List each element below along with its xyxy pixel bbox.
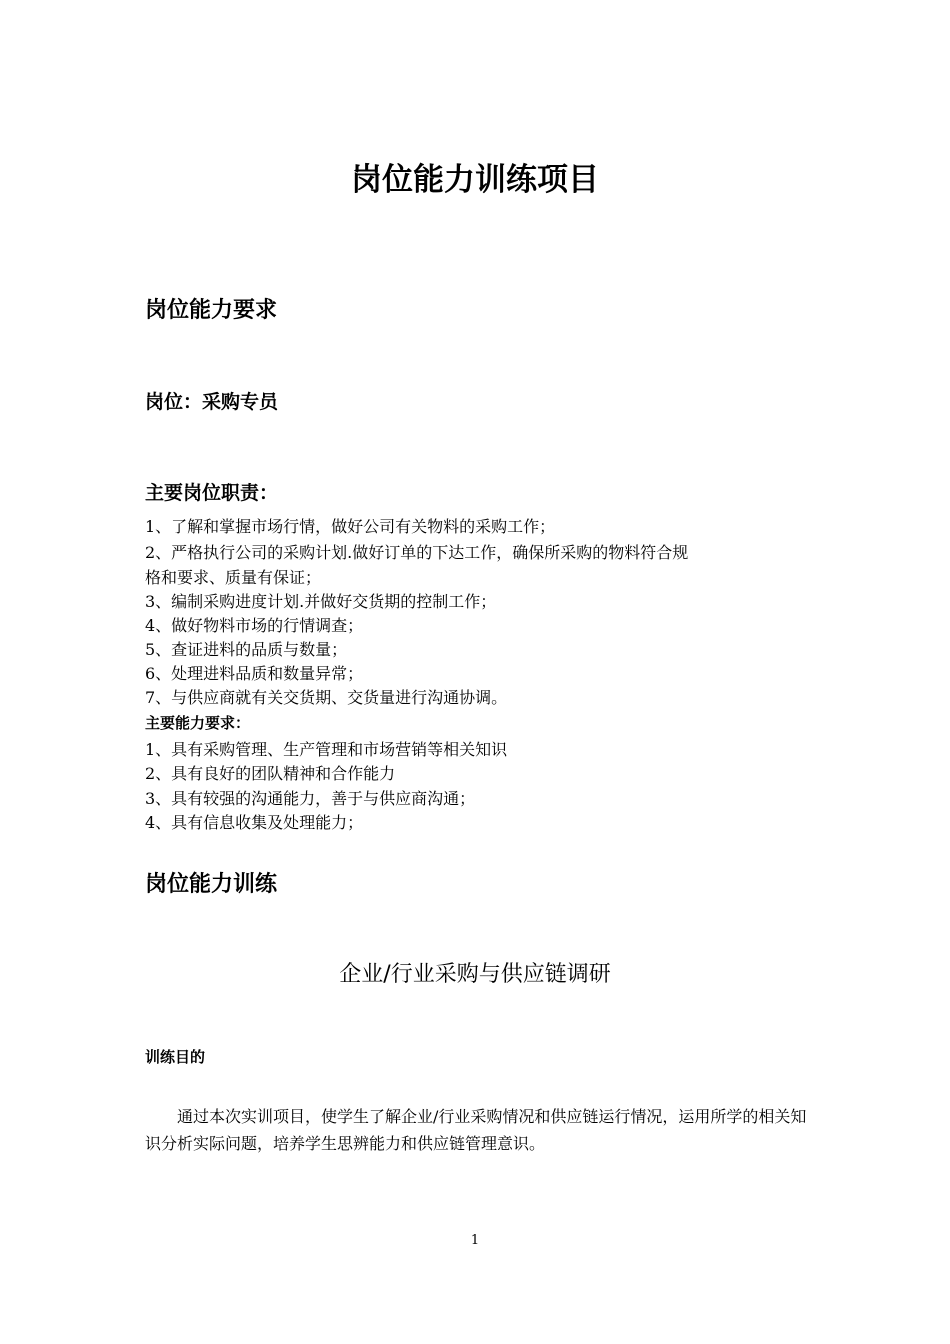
- duty-item: 1、了解和掌握市场行情，做好公司有关物料的采购工作；: [145, 517, 556, 536]
- position-label: 岗位：采购专员: [145, 391, 279, 413]
- duty-item: 2、严格执行公司的采购计划.做好订单的下达工作，确保所采购的物料符合规: [145, 543, 689, 562]
- duty-item: 4、做好物料市场的行情调查；: [145, 616, 364, 635]
- section-heading-training: 岗位能力训练: [145, 872, 278, 897]
- abilities-heading: 主要能力要求：: [145, 714, 251, 732]
- duties-heading: 主要岗位职责：: [145, 482, 279, 504]
- purpose-heading: 训练目的: [145, 1048, 206, 1066]
- ability-item: 2、具有良好的团队精神和合作能力: [145, 764, 396, 783]
- project-title: 企业/行业采购与供应链调研: [339, 962, 611, 987]
- duty-item: 7、与供应商就有关交货期、交货量进行沟通协调。: [145, 688, 508, 707]
- document-title: 岗位能力训练项目: [351, 162, 599, 198]
- ability-item: 1、具有采购管理、生产管理和市场营销等相关知识: [145, 740, 508, 759]
- page-number: 1: [470, 1233, 480, 1248]
- duty-item: 6、处理进料品质和数量异常；: [145, 664, 364, 683]
- purpose-paragraph: 通过本次实训项目，使学生了解企业/行业采购情况和供应链运行情况，运用所学的相关知识分析实际问题，培养学生思辨能力和供应链管理意识。: [145, 1107, 807, 1153]
- ability-item: 3、具有较强的沟通能力，善于与供应商沟通；: [145, 789, 476, 808]
- ability-item: 4、具有信息收集及处理能力；: [145, 813, 364, 832]
- duty-item: 3、编制采购进度计划.并做好交货期的控制工作；: [145, 592, 497, 611]
- section-heading-requirements: 岗位能力要求: [145, 298, 278, 323]
- duty-item: 格和要求、质量有保证；: [145, 568, 322, 587]
- duty-item: 5、查证进料的品质与数量；: [145, 640, 348, 659]
